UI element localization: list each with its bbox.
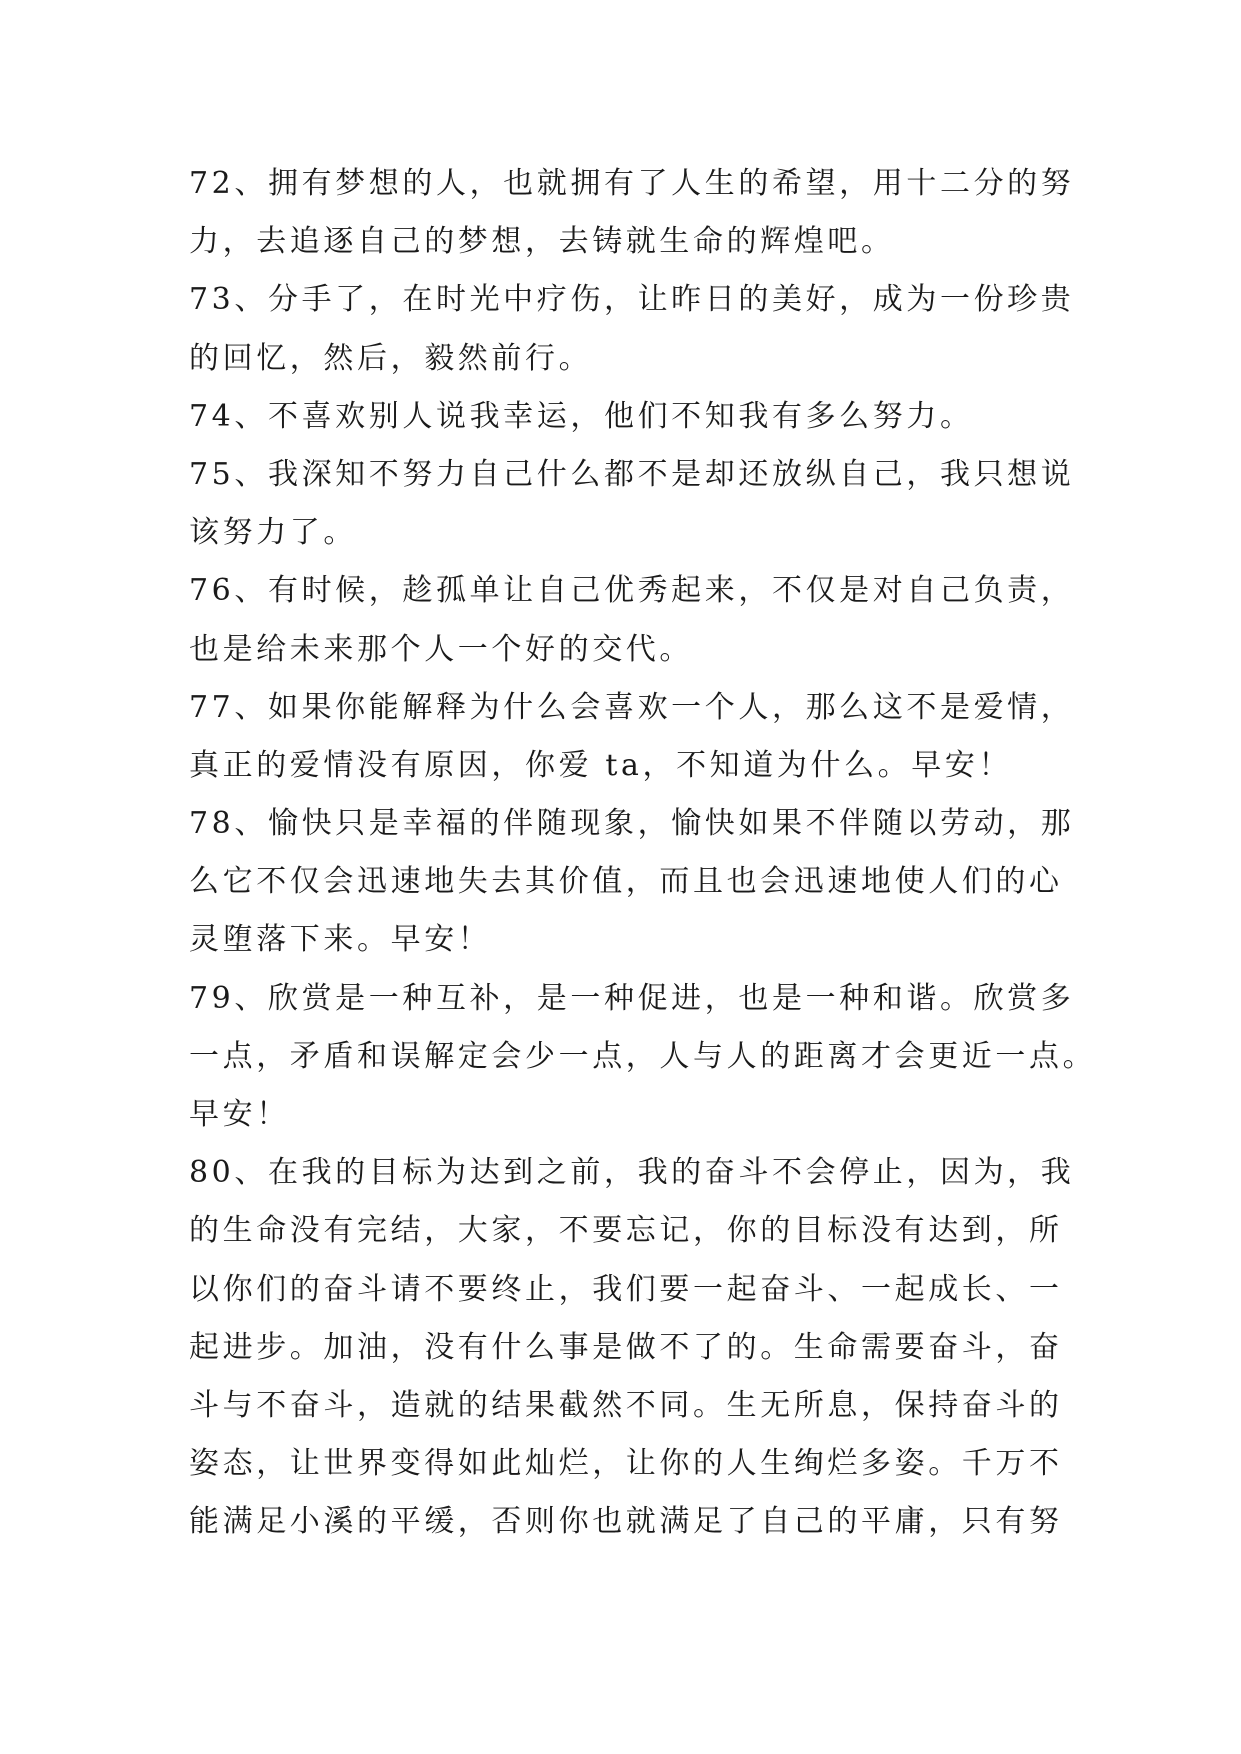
text-line: 起进步。加油，没有什么事是做不了的。生命需要奋斗，奋 — [189, 1329, 1063, 1365]
text-line: 早安！ — [189, 1097, 290, 1132]
text-line: 72、拥有梦想的人，也就拥有了人生的希望，用十二分的努 — [189, 166, 1075, 201]
text-line: 78、愉快只是幸福的伴随现象，愉快如果不伴随以劳动，那 — [189, 806, 1075, 842]
text-line: 该努力了。 — [189, 515, 357, 551]
text-line: 灵堕落下来。早安！ — [189, 922, 492, 958]
text-line: 80、在我的目标为达到之前，我的奋斗不会停止，因为，我 — [189, 1155, 1075, 1191]
text-line: 姿态，让世界变得如此灿烂，让你的人生绚烂多姿。千万不 — [189, 1446, 1063, 1482]
text-line: 的回忆，然后，毅然前行。 — [189, 340, 593, 376]
document-body — [189, 155, 1097, 1552]
text-line: 77、如果你能解释为什么会喜欢一个人，那么这不是爱情， — [189, 689, 1075, 725]
text-line: 么它不仅会迅速地失去其价值，而且也会迅速地使人们的心 — [189, 864, 1063, 900]
text-line: 以你们的奋斗请不要终止，我们要一起奋斗、一起成长、一 — [189, 1271, 1063, 1307]
text-line: 73、分手了，在时光中疗伤，让昨日的美好，成为一份珍贵 — [189, 282, 1075, 318]
text-line: 的生命没有完结，大家，不要忘记，你的目标没有达到，所 — [189, 1213, 1063, 1249]
text-line: 76、有时候，趁孤单让自己优秀起来，不仅是对自己负责， — [189, 573, 1075, 609]
text-line: 也是给未来那个人一个好的交代。 — [189, 631, 693, 667]
text-line: 75、我深知不努力自己什么都不是却还放纵自己，我只想说 — [189, 456, 1075, 492]
text-line: 74、不喜欢别人说我幸运，他们不知我有多么努力。 — [189, 398, 974, 434]
text-line: 能满足小溪的平缓，否则你也就满足了自己的平庸，只有努 — [189, 1504, 1063, 1540]
text-line: 真正的爱情没有原因，你爱 ta，不知道为什么。早安！ — [189, 747, 1013, 783]
text-line: 力，去追逐自己的梦想，去铸就生命的辉煌吧。 — [189, 224, 895, 260]
text-line: 79、欣赏是一种互补，是一种促进，也是一种和谐。欣赏多 — [189, 980, 1075, 1016]
text-line: 一点，矛盾和误解定会少一点，人与人的距离才会更近一点。 — [189, 1038, 1097, 1074]
text-line: 斗与不奋斗，造就的结果截然不同。生无所息，保持奋斗的 — [189, 1387, 1063, 1423]
